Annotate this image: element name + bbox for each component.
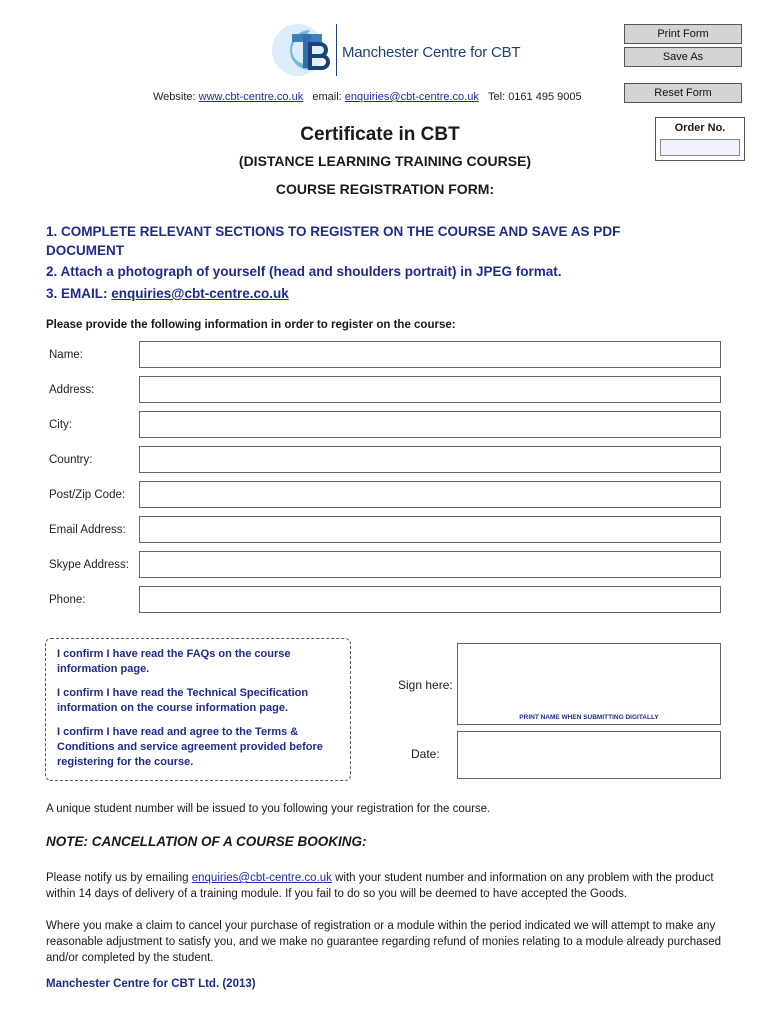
address-field[interactable] xyxy=(139,376,721,403)
instruction-1-continued: DOCUMENT xyxy=(46,243,124,258)
city-field[interactable] xyxy=(139,411,721,438)
page-subtitle: (DISTANCE LEARNING TRAINING COURSE) xyxy=(238,153,532,169)
instruction-3-prefix: 3. EMAIL: xyxy=(46,286,108,301)
contact-line xyxy=(153,91,582,103)
postcode-field[interactable] xyxy=(139,481,721,508)
instruction-2: 2. Attach a photograph of yourself (head and shoulders portrait) in JPEG format. xyxy=(46,264,562,279)
confirm-technical-spec-text[interactable]: I confirm I have read the Technical Specification information on the course information page. xyxy=(57,687,309,714)
form-title: COURSE REGISTRATION FORM: xyxy=(275,181,495,197)
p1-after: with your student number and information on any problem with the product within 14 days of delivery of a training module. If you fail to do so you will be deemed to have accepted the Goods. xyxy=(46,872,714,900)
city-label: City: xyxy=(49,419,72,431)
print-form-button[interactable]: Print Form xyxy=(624,24,742,44)
skype-address-field[interactable] xyxy=(139,551,721,578)
order-number-label: Order No. xyxy=(674,122,726,134)
email-link[interactable]: enquiries@cbt-centre.co.uk xyxy=(344,91,479,103)
country-label: Country: xyxy=(49,454,93,466)
page-title: Certificate in CBT xyxy=(300,124,460,145)
instruction-email-link[interactable]: enquiries@cbt-centre.co.uk xyxy=(111,286,289,301)
email-address-field[interactable] xyxy=(139,516,721,543)
email-address-label: Email Address: xyxy=(49,524,126,536)
phone-label: Phone: xyxy=(49,594,86,606)
instruction-1: 1. COMPLETE RELEVANT SECTIONS TO REGISTER ON THE COURSE AND SAVE AS PDF xyxy=(46,224,621,239)
date-label: Date: xyxy=(411,747,440,761)
sign-label: Sign here: xyxy=(398,678,453,692)
signature-note: PRINT NAME WHEN SUBMITTING DIGITALLY xyxy=(519,714,659,721)
website-label: Website: xyxy=(153,91,196,103)
reset-form-button[interactable]: Reset Form xyxy=(624,83,742,103)
confirm-faqs-text[interactable]: I confirm I have read the FAQs on the course information page. xyxy=(57,648,291,675)
skype-address-label: Skype Address: xyxy=(49,559,129,571)
address-label: Address: xyxy=(49,384,95,396)
confirm-terms-text[interactable]: I confirm I have read and agree to the Terms & Conditions and service agreement provided before registering for the course. xyxy=(57,726,323,768)
unique-number-text: A unique student number will be issued to you following your registration for the course. xyxy=(46,803,491,815)
save-as-button[interactable]: Save As xyxy=(624,47,742,67)
name-field[interactable] xyxy=(139,341,721,368)
cancellation-paragraph-2: Where you make a claim to cancel your purchase of registration or a module within the period indicated we will attempt to make any reasonable adjustment to satisfy you, and we make no guarantee regarding refund of monies relating to a module already purchased and/or completed by the student. xyxy=(46,920,722,964)
telephone: Tel: 0161 495 9005 xyxy=(488,91,582,103)
logo-divider xyxy=(336,24,337,76)
provide-info-text: Please provide the following information in order to register on the course: xyxy=(46,319,456,331)
phone-field[interactable] xyxy=(139,586,721,613)
email-label: email: xyxy=(312,91,342,103)
country-field[interactable] xyxy=(139,446,721,473)
cancellation-paragraph-1 xyxy=(46,870,736,902)
cancellation-heading: NOTE: CANCELLATION OF A COURSE BOOKING: xyxy=(46,834,367,849)
date-field[interactable] xyxy=(457,731,721,779)
logo-name: Manchester Centre for CBT xyxy=(342,44,521,61)
website-link[interactable]: www.cbt-centre.co.uk xyxy=(198,91,304,103)
cbt-logo-icon xyxy=(270,20,336,80)
p1-before: Please notify us by emailing xyxy=(46,872,192,884)
name-label: Name: xyxy=(49,349,83,361)
p1-email-link[interactable]: enquiries@cbt-centre.co.uk xyxy=(191,872,332,884)
instruction-3 xyxy=(46,286,289,301)
postcode-label: Post/Zip Code: xyxy=(49,489,126,501)
signature-field[interactable] xyxy=(457,643,721,725)
footer-copyright: Manchester Centre for CBT Ltd. (2013) xyxy=(46,978,256,990)
